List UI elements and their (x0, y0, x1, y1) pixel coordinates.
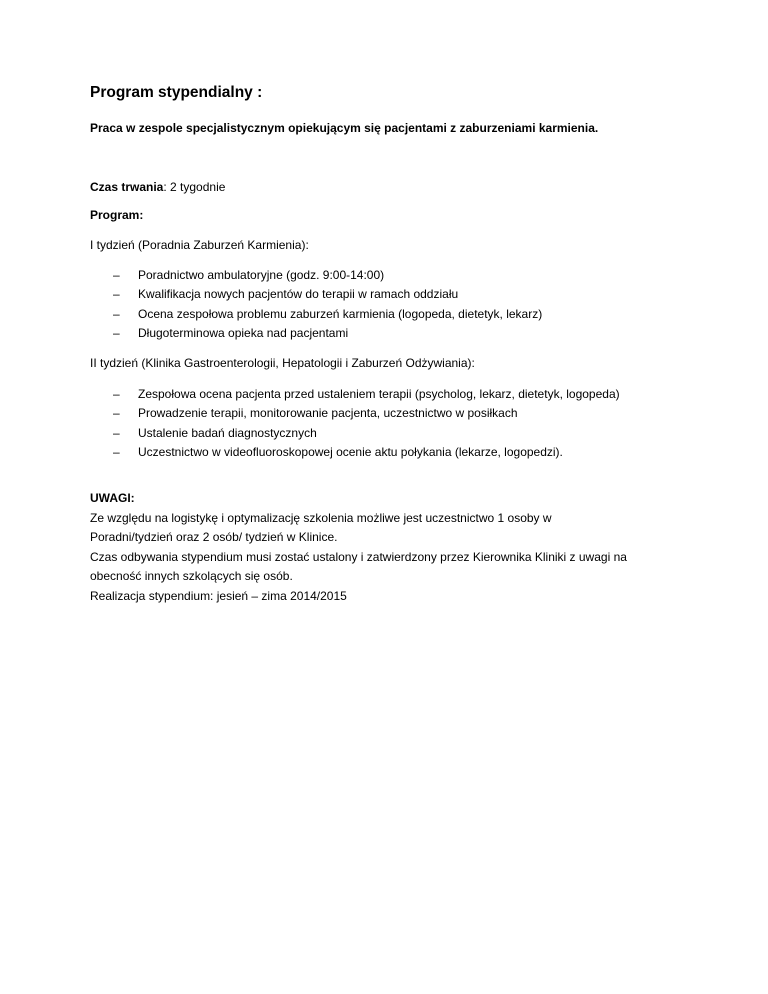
notes-line: obecność innych szkolących się osób. (90, 569, 293, 583)
week2-heading: II tydzień (Klinika Gastroenterologii, Hepatologii i Zaburzeń Odżywiania): (90, 356, 475, 370)
dash-marker: – (113, 287, 120, 302)
list-item-text: Zespołowa ocena pacjenta przed ustaleniem terapii (psycholog, lekarz, dietetyk, logopeda) (138, 387, 620, 401)
notes-line: Realizacja stypendium: jesień – zima 2014/2015 (90, 588, 347, 603)
dash-marker: – (113, 387, 120, 401)
week1-heading: I tydzień (Poradnia Zaburzeń Karmienia): (90, 238, 309, 252)
dash-marker: – (113, 268, 120, 282)
list-item-text: Ustalenie badań diagnostycznych (138, 425, 317, 440)
list-item-text: Poradnictwo ambulatoryjne (godz. 9:00-14:00) (138, 268, 385, 282)
dash-marker: – (113, 306, 120, 321)
notes-section (90, 489, 627, 606)
duration-line (90, 180, 225, 194)
dash-marker: – (113, 425, 120, 440)
duration-value: : 2 tygodnie (163, 180, 226, 194)
list-item-text: Kwalifikacja nowych pacjentów do terapii w ramach oddziału (138, 287, 459, 302)
dash-marker: – (113, 406, 120, 421)
notes-line: Ze względu na logistykę i optymalizację szkolenia możliwe jest uczestnictwo 1 osoby w (90, 510, 552, 525)
list-item-text: Prowadzenie terapii, monitorowanie pacjenta, uczestnictwo w posiłkach (138, 406, 518, 421)
program-label: Program: (90, 208, 144, 222)
dash-marker: – (113, 325, 120, 340)
notes-heading: UWAGI: (90, 491, 135, 505)
notes-line: Czas odbywania stypendium musi zostać ustalony i zatwierdzony przez Kierownika Kliniki z uwagi na (90, 549, 627, 564)
duration-label: Czas trwania (90, 180, 164, 194)
list-item-text: Długoterminowa opieka nad pacjentami (138, 325, 349, 340)
dash-marker: – (113, 444, 120, 459)
list-item-text: Ocena zespołowa problemu zaburzeń karmienia (logopeda, dietetyk, lekarz) (138, 306, 543, 321)
notes-line: Poradni/tydzień oraz 2 osób/ tydzień w Klinice. (90, 530, 338, 544)
list-item-text: Uczestnictwo w videofluoroskopowej ocenie aktu połykania (lekarze, logopedzi). (138, 444, 563, 459)
document-title: Program stypendialny : (90, 84, 263, 101)
document-subtitle: Praca w zespole specjalistycznym opiekującym się pacjentami z zaburzeniami karmienia. (90, 121, 599, 135)
